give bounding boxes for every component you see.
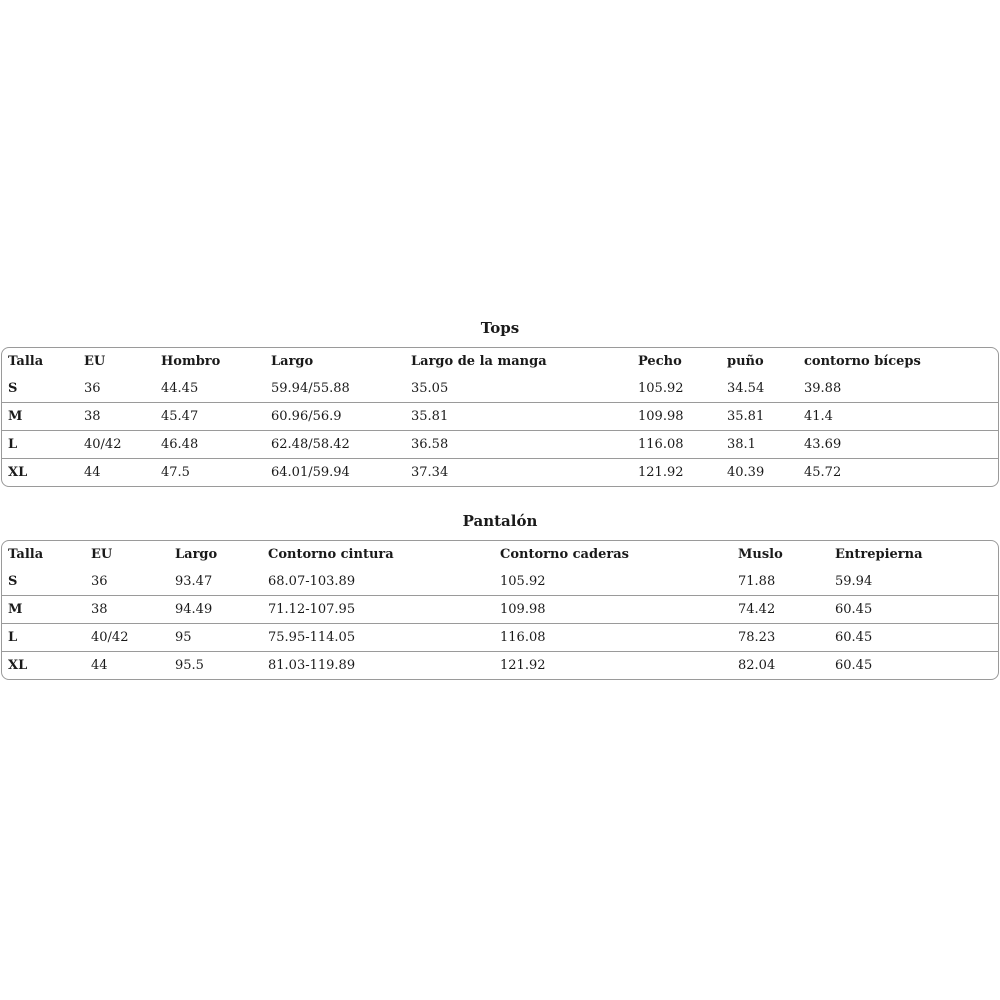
tops-size-table xyxy=(1,347,999,487)
pants-cell-largo: 93.47 xyxy=(175,574,213,589)
table-row xyxy=(2,568,998,596)
tops-header-largo: Largo xyxy=(271,354,314,369)
tops-cell-puno: 34.54 xyxy=(727,381,765,396)
tops-cell-size: M xyxy=(2,403,78,431)
pants-cell-contorno-caderas: 105.92 xyxy=(500,574,546,589)
pants-cell-eu: 38 xyxy=(85,596,169,624)
pants-header-entrepierna: Entrepierna xyxy=(835,547,923,562)
pants-size-table xyxy=(1,540,999,680)
table-row xyxy=(2,375,998,403)
tops-cell-contorno-biceps: 45.72 xyxy=(798,459,998,487)
tops-table xyxy=(2,348,998,486)
tops-header-row xyxy=(2,348,998,375)
tops-cell-eu: 44 xyxy=(78,459,155,487)
tops-cell-contorno-biceps: 43.69 xyxy=(798,431,998,459)
tops-header-largo-manga: Largo de la manga xyxy=(411,354,547,369)
pants-cell-muslo: 71.88 xyxy=(738,574,776,589)
tops-cell-largo: 64.01/59.94 xyxy=(265,459,405,487)
pants-cell-eu: 36 xyxy=(91,574,108,589)
tops-header-talla: Talla xyxy=(8,354,44,369)
table-row xyxy=(2,652,998,680)
table-row xyxy=(2,596,998,624)
tops-cell-largo: 62.48/58.42 xyxy=(265,431,405,459)
tops-cell-puno: 40.39 xyxy=(721,459,798,487)
tops-header-hombro: Hombro xyxy=(161,354,221,369)
tops-cell-size: S xyxy=(8,381,18,396)
tops-cell-hombro: 46.48 xyxy=(155,431,265,459)
pants-header-talla: Talla xyxy=(8,547,44,562)
pants-cell-size: S xyxy=(8,574,18,589)
tops-cell-size: L xyxy=(2,431,78,459)
pants-cell-contorno-caderas: 109.98 xyxy=(494,596,732,624)
pants-cell-contorno-cintura: 75.95-114.05 xyxy=(262,624,494,652)
pants-cell-entrepierna: 60.45 xyxy=(829,652,998,680)
table-row xyxy=(2,459,998,487)
pants-cell-contorno-cintura: 68.07-103.89 xyxy=(268,574,356,589)
pants-cell-largo: 95.5 xyxy=(169,652,262,680)
tops-cell-pecho: 121.92 xyxy=(632,459,721,487)
tops-header-eu: EU xyxy=(84,354,106,369)
pants-header-largo: Largo xyxy=(175,547,218,562)
tops-cell-size: XL xyxy=(2,459,78,487)
pants-cell-entrepierna: 60.45 xyxy=(829,596,998,624)
pants-cell-eu: 40/42 xyxy=(85,624,169,652)
tops-cell-eu: 40/42 xyxy=(78,431,155,459)
tops-cell-contorno-biceps: 41.4 xyxy=(798,403,998,431)
pants-cell-size: L xyxy=(2,624,85,652)
pants-cell-contorno-caderas: 116.08 xyxy=(494,624,732,652)
pants-cell-muslo: 82.04 xyxy=(732,652,829,680)
pants-header-contorno-cintura: Contorno cintura xyxy=(268,547,394,562)
pants-header-row xyxy=(2,541,998,568)
tops-header-pecho: Pecho xyxy=(638,354,682,369)
tops-cell-puno: 35.81 xyxy=(721,403,798,431)
tops-cell-hombro: 44.45 xyxy=(161,381,199,396)
pants-cell-muslo: 78.23 xyxy=(732,624,829,652)
tops-header-puno: puño xyxy=(727,354,764,369)
tops-section xyxy=(1,316,999,487)
tops-cell-hombro: 47.5 xyxy=(155,459,265,487)
pants-header-eu: EU xyxy=(91,547,113,562)
tops-title: Tops xyxy=(480,319,520,337)
table-row xyxy=(2,403,998,431)
pants-cell-largo: 94.49 xyxy=(169,596,262,624)
pants-header-muslo: Muslo xyxy=(738,547,783,562)
pants-cell-size: M xyxy=(2,596,85,624)
tops-cell-largo-manga: 35.05 xyxy=(411,381,449,396)
tops-cell-largo-manga: 36.58 xyxy=(405,431,632,459)
pants-cell-entrepierna: 59.94 xyxy=(835,574,873,589)
pants-cell-muslo: 74.42 xyxy=(732,596,829,624)
tops-cell-eu: 36 xyxy=(84,381,101,396)
tops-cell-pecho: 109.98 xyxy=(632,403,721,431)
tops-cell-puno: 38.1 xyxy=(721,431,798,459)
table-row xyxy=(2,431,998,459)
table-row xyxy=(2,624,998,652)
tops-cell-contorno-biceps: 39.88 xyxy=(804,381,842,396)
tops-cell-hombro: 45.47 xyxy=(155,403,265,431)
pants-header-contorno-caderas: Contorno caderas xyxy=(500,547,629,562)
pants-section xyxy=(1,509,999,680)
pants-title: Pantalón xyxy=(462,512,538,530)
pants-table xyxy=(2,541,998,679)
pants-cell-contorno-cintura: 71.12-107.95 xyxy=(262,596,494,624)
tops-cell-largo-manga: 35.81 xyxy=(405,403,632,431)
pants-cell-contorno-caderas: 121.92 xyxy=(494,652,732,680)
tops-cell-largo: 59.94/55.88 xyxy=(271,381,350,396)
pants-cell-largo: 95 xyxy=(169,624,262,652)
pants-cell-eu: 44 xyxy=(85,652,169,680)
tops-header-contorno-biceps: contorno bíceps xyxy=(804,354,921,369)
tops-cell-largo-manga: 37.34 xyxy=(405,459,632,487)
pants-cell-size: XL xyxy=(2,652,85,680)
tops-cell-pecho: 105.92 xyxy=(638,381,684,396)
tops-cell-pecho: 116.08 xyxy=(632,431,721,459)
tops-cell-largo: 60.96/56.9 xyxy=(265,403,405,431)
tops-cell-eu: 38 xyxy=(78,403,155,431)
pants-cell-contorno-cintura: 81.03-119.89 xyxy=(262,652,494,680)
pants-cell-entrepierna: 60.45 xyxy=(829,624,998,652)
